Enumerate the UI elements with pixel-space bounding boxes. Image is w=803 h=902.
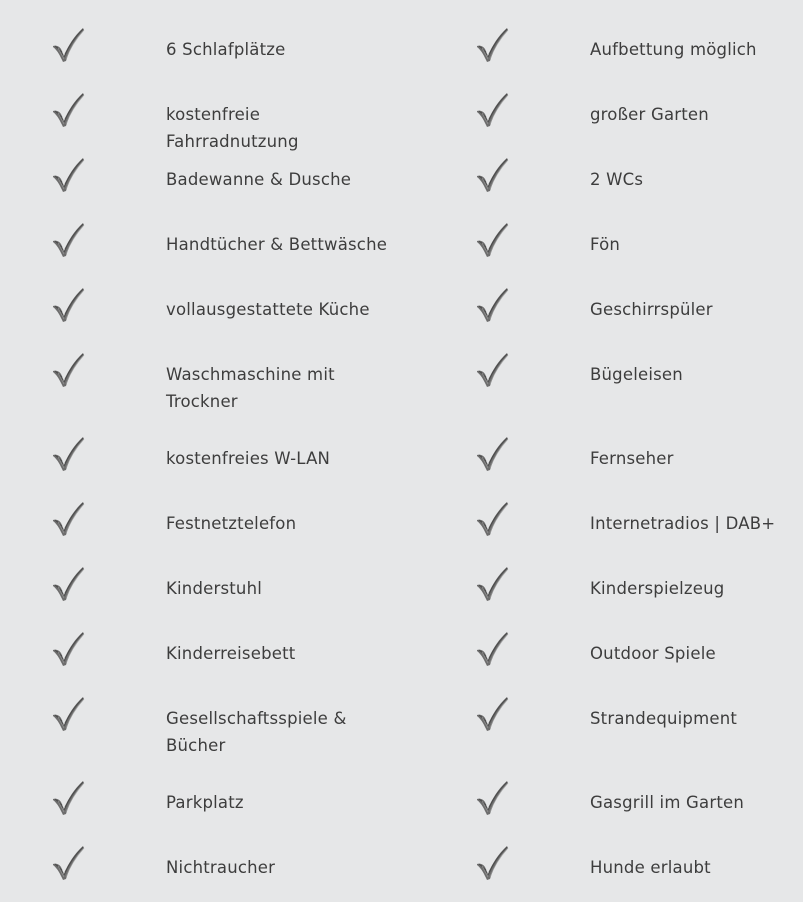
- checkmark-icon: [474, 779, 510, 817]
- amenity-label: Aufbettung möglich: [590, 40, 757, 59]
- checkmark-icon: [474, 91, 510, 129]
- amenity-label: Fön: [590, 235, 621, 254]
- amenity-label: Hunde erlaubt: [590, 858, 711, 877]
- checkmark-icon: [474, 565, 510, 603]
- amenity-label: Parkplatz: [166, 793, 244, 812]
- amenity-label: Handtücher & Bettwäsche: [166, 235, 388, 254]
- amenity-label: Fernseher: [590, 449, 674, 468]
- amenity-label: Nichtraucher: [166, 858, 276, 877]
- amenity-label: Badewanne & Dusche: [166, 170, 352, 189]
- amenity-label: Internetradios | DAB+: [590, 514, 776, 533]
- checkmark-icon: [50, 435, 86, 473]
- checkmark-icon: [474, 156, 510, 194]
- amenity-label: Kinderreisebett: [166, 644, 296, 663]
- amenity-label: Outdoor Spiele: [590, 644, 716, 663]
- checkmark-icon: [474, 26, 510, 64]
- checkmark-icon: [50, 565, 86, 603]
- checkmark-icon: [50, 156, 86, 194]
- checkmark-icon: [50, 26, 86, 64]
- amenity-label: Strandequipment: [590, 709, 738, 728]
- amenity-label: Waschmaschine mit Trockner: [166, 365, 335, 411]
- checkmark-icon: [474, 844, 510, 882]
- checkmark-icon: [50, 351, 86, 389]
- checkmark-icon: [474, 500, 510, 538]
- amenity-label: Bügeleisen: [590, 365, 683, 384]
- amenity-label: Kinderspielzeug: [590, 579, 725, 598]
- amenity-label: Festnetztelefon: [166, 514, 297, 533]
- checkmark-icon: [474, 630, 510, 668]
- amenity-label: Gasgrill im Garten: [590, 793, 745, 812]
- checkmark-icon: [474, 351, 510, 389]
- amenity-label: vollausgestattete Küche: [166, 300, 370, 319]
- checkmark-icon: [474, 221, 510, 259]
- checkmark-icon: [50, 500, 86, 538]
- amenity-label: 2 WCs: [590, 170, 644, 189]
- amenity-label: 6 Schlafplätze: [166, 40, 286, 59]
- amenity-label: Kinderstuhl: [166, 579, 263, 598]
- amenity-label: Gesellschaftsspiele & Bücher: [166, 709, 347, 755]
- amenity-label: Geschirrspüler: [590, 300, 713, 319]
- amenity-label: kostenfreie Fahrradnutzung: [166, 105, 299, 151]
- checkmark-icon: [474, 286, 510, 324]
- amenity-label: großer Garten: [590, 105, 709, 124]
- checkmark-icon: [50, 630, 86, 668]
- checkmark-icon: [50, 695, 86, 733]
- checkmark-icon: [50, 221, 86, 259]
- checkmark-icon: [50, 286, 86, 324]
- checkmark-icon: [50, 779, 86, 817]
- checkmark-icon: [50, 844, 86, 882]
- checkmark-icon: [50, 91, 86, 129]
- checkmark-icon: [474, 695, 510, 733]
- amenity-label: kostenfreies W-LAN: [166, 449, 331, 468]
- checkmark-icon: [474, 435, 510, 473]
